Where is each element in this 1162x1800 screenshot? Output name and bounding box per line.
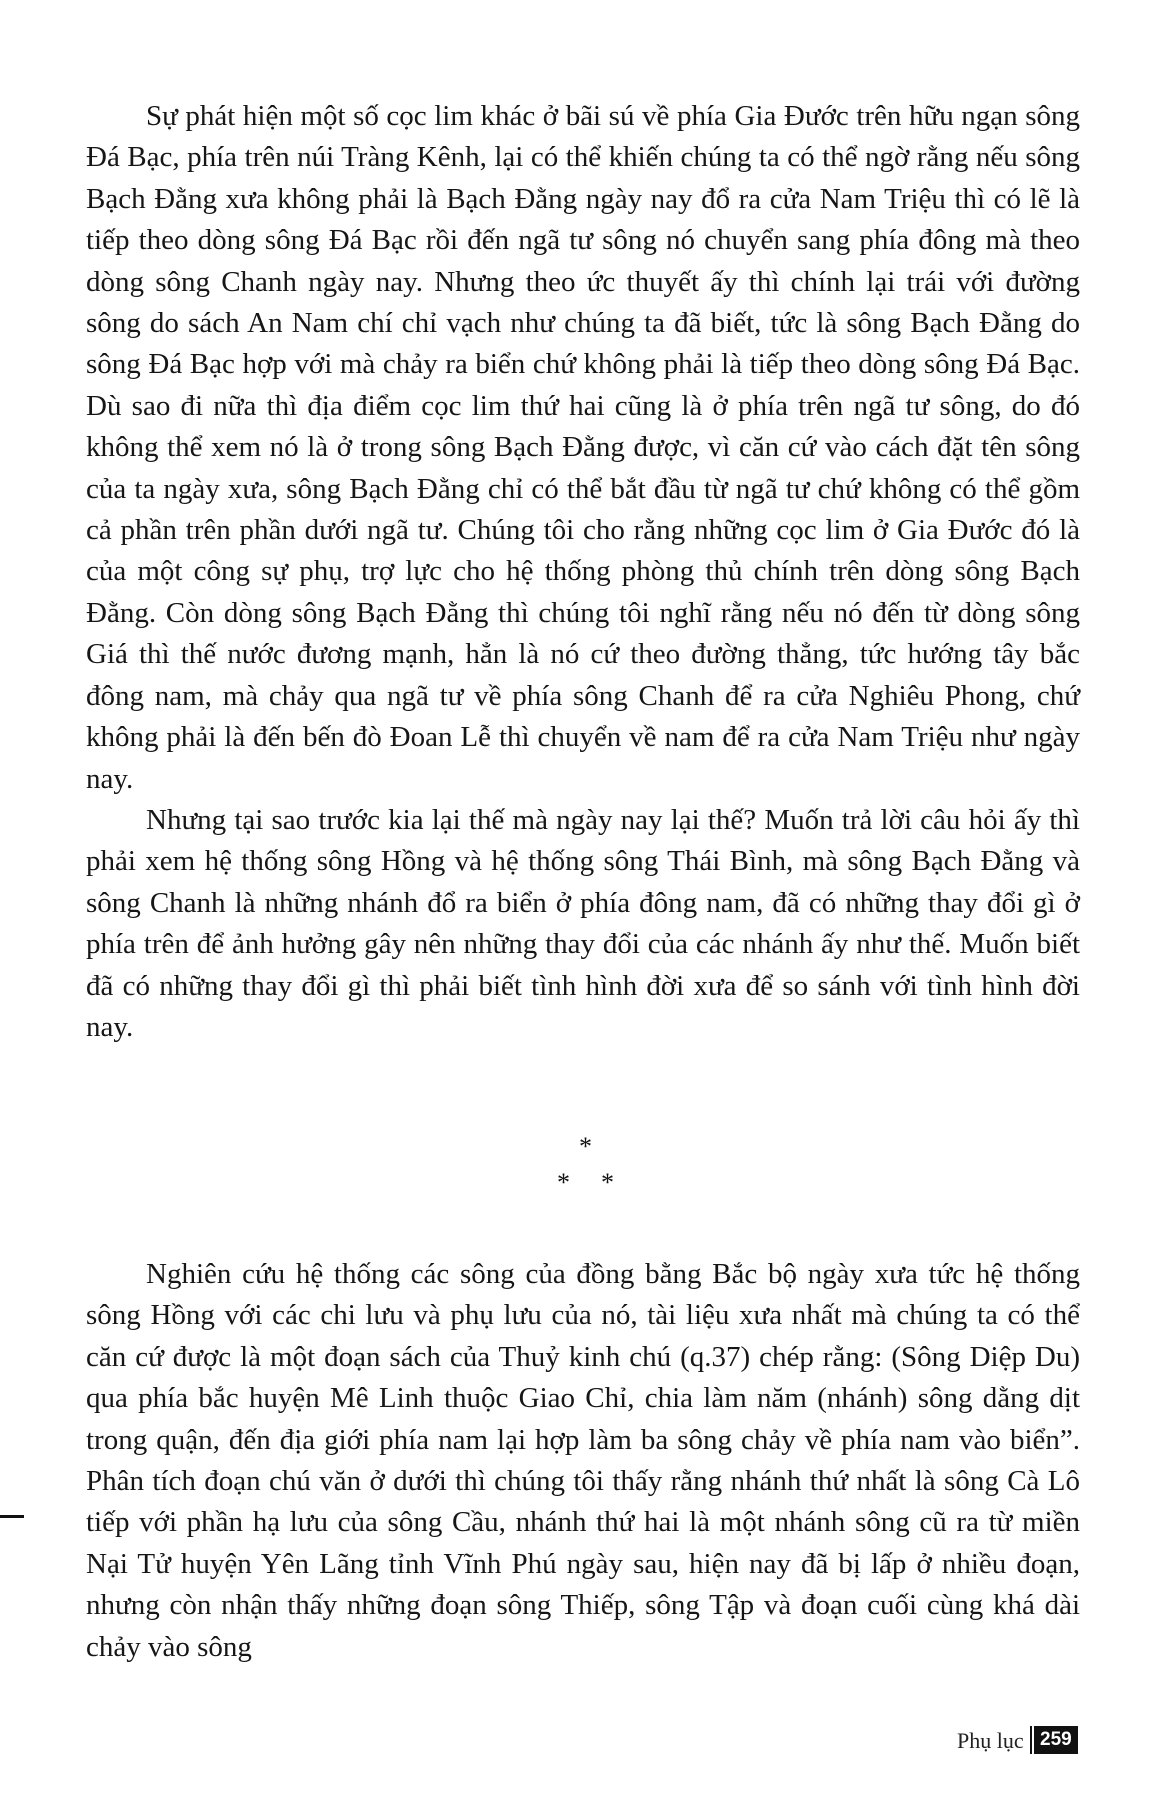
- paragraph: Sự phát hiện một số cọc lim khác ở bãi sú về phía Gia Đước trên hữu ngạn sông Đá Bạc, phía trên núi Tràng Kênh, lại có thể khiến chúng ta có thể ngờ rằng nếu sông Bạch Đằng xưa không phải là Bạch Đằng ngày nay đổ ra cửa Nam Triệu thì có lẽ là tiếp theo dòng sông Đá Bạc rồi đến ngã tư sông nó chuyển sang phía đông mà theo dòng sông Chanh ngày nay. Nhưng theo ức thuyết ấy thì chính lại trái với đường sông do sách An Nam chí chỉ vạch như chúng ta đã biết, tức là sông Bạch Đằng do sông Đá Bạc hợp với mà chảy ra biển chứ không phải là tiếp theo dòng sông Đá Bạc. Dù sao đi nữa thì địa điểm cọc lim thứ hai cũng là ở phía trên ngã tư sông, do đó không thể xem nó là ở trong sông Bạch Đằng được, vì căn cứ vào cách đặt tên sông của ta ngày xưa, sông Bạch Đằng chỉ có thể bắt đầu từ ngã tư chứ không có thể gồm cả phần trên phần dưới ngã tư. Chúng tôi cho rằng những cọc lim ở Gia Đước đó là của một công sự phụ, trợ lực cho hệ thống phòng thủ chính trên dòng sông Bạch Đằng. Còn dòng sông Bạch Đằng thì chúng tôi nghĩ rằng nếu nó đến từ dòng sông Giá thì thế nước đương mạnh, hẳn là nó cứ theo đường thẳng, tức hướng tây bắc đông nam, mà chảy qua ngã tư về phía sông Chanh để ra cửa Nghiêu Phong, chứ không phải là đến bến đò Đoan Lễ thì chuyển về nam để ra cửa Nam Triệu như ngày nay.: [86, 100, 1080, 795]
- asterism-star: *: [601, 1168, 614, 1197]
- paragraph: Nhưng tại sao trước kia lại thế mà ngày nay lại thế? Muốn trả lời câu hỏi ấy thì phải xem hệ thống sông Hồng và hệ thống sông Thái Bình, mà sông Bạch Đằng và sông Chanh là những nhánh đổ ra biển ở phía đông nam, đã có những thay đổi gì ở phía trên để ảnh hưởng gây nên những thay đổi của các nhánh ấy như thế. Muốn biết đã có những thay đổi gì thì phải biết tình hình đời xưa để so sánh với tình hình đời nay.: [86, 803, 1080, 1043]
- asterism-star: *: [557, 1168, 570, 1197]
- text-section-top: [86, 96, 1080, 1048]
- footer-divider: [1030, 1726, 1032, 1754]
- paragraph: Nghiên cứu hệ thống các sông của đồng bằng Bắc bộ ngày xưa tức hệ thống sông Hồng với các chi lưu và phụ lưu của nó, tài liệu xưa nhất mà chúng ta có thể căn cứ được là một đoạn sách của Thuỷ kinh chú (q.37) chép rằng: (Sông Diệp Du) qua phía bắc huyện Mê Linh thuộc Giao Chỉ, chia làm năm (nhánh) sông dằng dịt trong quận, đến địa giới phía nam lại hợp làm ba sông chảy về phía nam vào biển”. Phân tích đoạn chú văn ở dưới thì chúng tôi thấy rằng nhánh thứ nhất là sông Cà Lô tiếp với phần hạ lưu của sông Cầu, nhánh thứ hai là một nhánh sông cũ ra từ miền Nại Tử huyện Yên Lãng tỉnh Vĩnh Phú ngày sau, hiện nay đã bị lấp ở nhiều đoạn, nhưng còn nhận thấy những đoạn sông Thiếp, sông Tập và đoạn cuối cùng khá dài chảy vào sông: [86, 1258, 1080, 1663]
- page-number: 259: [1034, 1726, 1078, 1754]
- margin-mark: [0, 1515, 24, 1518]
- text-section-bottom: [86, 1254, 1080, 1668]
- footer-section-label: Phụ lục: [957, 1728, 1024, 1753]
- asterism-star: *: [579, 1132, 592, 1161]
